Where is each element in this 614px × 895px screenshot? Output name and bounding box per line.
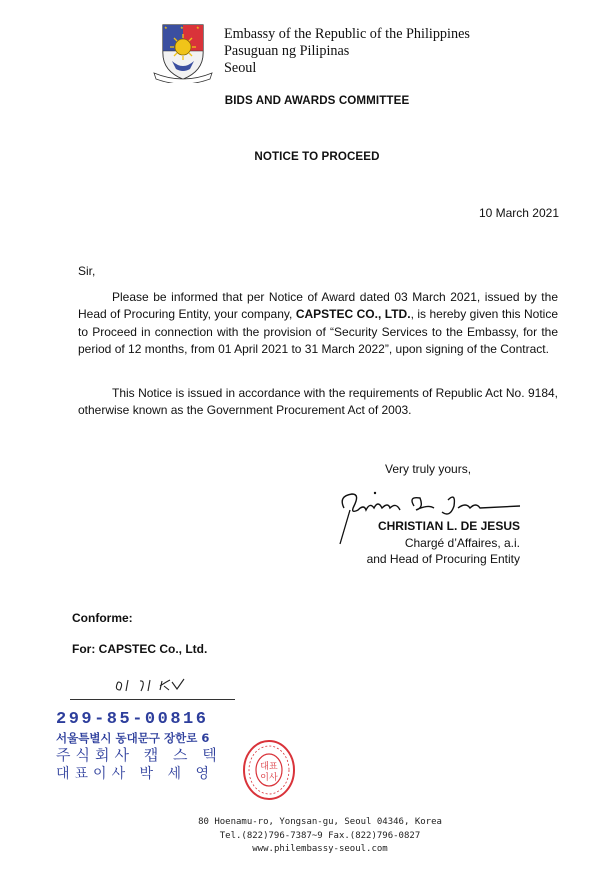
svg-text:★: ★ xyxy=(164,25,168,30)
letter-date: 10 March 2021 xyxy=(478,206,559,220)
signatory-role: and Head of Procuring Entity xyxy=(366,552,520,566)
stamp-address: 서울특별시 동대문구 장한로 6 xyxy=(56,731,210,745)
conforme-signature-line xyxy=(70,699,235,700)
para2-text: This Notice is issued in accordance with the requirements of Republic Act No. 9184, otherwise known as the Government Procurement Act of 2003. xyxy=(78,386,558,418)
stamp-company: 주식회사 캡 스 텍 xyxy=(56,746,222,764)
business-registration-number: 299-85-00816 xyxy=(56,710,209,729)
letterhead-line1: Embassy of the Republic of the Philippines xyxy=(224,26,470,42)
document-title: NOTICE TO PROCEED xyxy=(254,150,380,163)
salutation: Sir, xyxy=(78,264,96,278)
svg-text:대표: 대표 xyxy=(260,762,278,772)
letterhead-line2: Pasuguan ng Pilipinas xyxy=(224,43,350,59)
body-paragraph-2 xyxy=(78,385,558,420)
signatory-name: CHRISTIAN L. DE JESUS xyxy=(377,519,520,533)
svg-text:★: ★ xyxy=(180,25,184,30)
signatory-title: Chargé d’Affaires, a.i. xyxy=(404,535,520,550)
red-company-seal-icon xyxy=(241,738,297,802)
signatory-block xyxy=(352,518,520,568)
committee-heading: BIDS AND AWARDS COMMITTEE xyxy=(224,94,410,107)
svg-text:★: ★ xyxy=(196,25,200,30)
footer-phone: Tel.(822)796-7387~9 Fax.(822)796-0827 xyxy=(219,830,421,841)
para1-pre: Please be informed that per Notice of Award dated 03 March 2021, issued by the Head of Procuring Entity, your company, xyxy=(78,290,558,322)
company-name: CAPSTEC CO., LTD. xyxy=(295,307,411,322)
embassy-letterhead xyxy=(224,26,470,77)
company-stamp xyxy=(56,710,222,784)
conforme-label: Conforme: xyxy=(72,611,133,625)
handwritten-date xyxy=(114,676,204,694)
svg-text:이사: 이사 xyxy=(260,773,278,783)
footer-address: 80 Hoenamu-ro, Yongsan-gu, Seoul 04346, Korea xyxy=(198,817,442,827)
letterhead-line3: Seoul xyxy=(224,60,257,76)
footer-website: www.philembassy-seoul.com xyxy=(252,844,388,854)
closing-line: Very truly yours, xyxy=(385,462,472,476)
body-paragraph-1 xyxy=(78,289,558,358)
letterhead-footer xyxy=(190,816,450,857)
para1-post: , is hereby given this Notice to Proceed in connection with the provision of “Security Services to the Embassy, for the period of 12 months, from 01 April 2021 to 31 March 2022”, upon signing of the Contract. xyxy=(78,307,558,356)
philippine-coat-of-arms-icon xyxy=(150,19,216,83)
stamp-representative: 대표이사 박 세 영 xyxy=(56,766,215,782)
conforme-for: For: CAPSTEC Co., Ltd. xyxy=(72,642,208,656)
